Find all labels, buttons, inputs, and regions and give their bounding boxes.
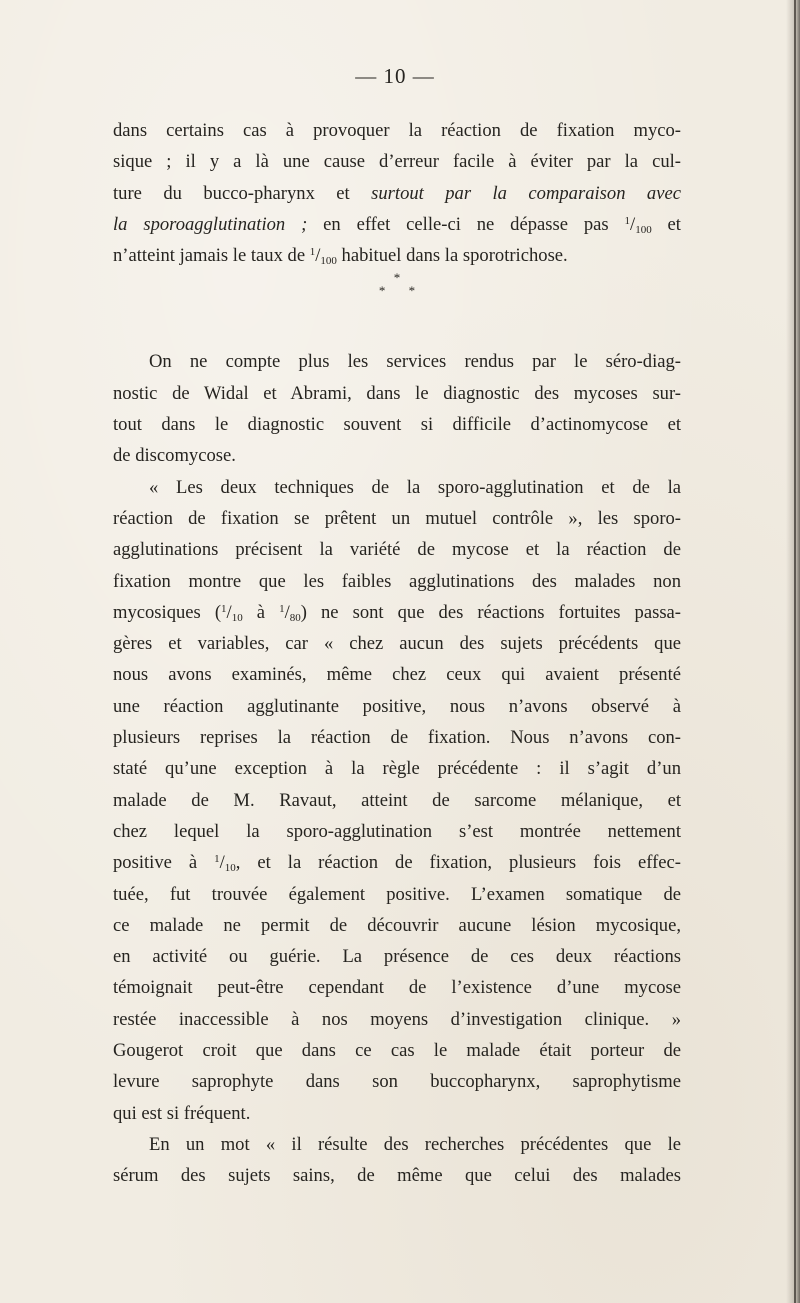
text-segment: gères et variables, car « chez aucun des sujets précédents que [113, 633, 681, 655]
text-segment: / [219, 852, 225, 874]
text-segment: nostic de Widal et Abrami, dans le diagnostic des mycoses sur- [113, 382, 681, 404]
text-segment: , et la réaction de fixation, plusieurs fois effec- [235, 852, 681, 874]
text-segment: sérum des sujets sains, de même que celui des malades [113, 1165, 681, 1187]
text-segment: sique ; il y a là une cause d’erreur facile à éviter par la cul- [113, 151, 681, 173]
text-line [113, 691, 681, 722]
paragraph-2 [113, 346, 681, 1191]
text-line [113, 628, 681, 659]
text-line [113, 1098, 681, 1129]
text-segment: Gougerot croit que dans ce cas le malade était porteur de [113, 1040, 681, 1062]
text-line [113, 1160, 681, 1191]
text-segment: fixation montre que les faibles agglutinations des malades non [113, 570, 681, 592]
text-segment: de discomycose. [113, 445, 236, 467]
fraction-denominator: 10 [231, 611, 243, 624]
text-line [113, 346, 681, 377]
text-segment: / [226, 601, 232, 623]
text-line [113, 659, 681, 690]
text-line [113, 409, 681, 440]
text-segment: tuée, fut trouvée également positive. L’examen somatique de [113, 883, 681, 905]
text-line [113, 753, 681, 784]
text-segment: ce malade ne permit de découvrir aucune lésion mycosique, [113, 914, 681, 936]
page-edge-line [794, 0, 796, 1303]
fraction-denominator: 80 [289, 611, 301, 624]
text-line [113, 178, 681, 209]
text-segment: nous avons examinés, même chez ceux qui avaient présenté [113, 664, 681, 686]
text-line [113, 503, 681, 534]
text-segment: témoignait peut-être cependant de l’existence d’une mycose [113, 977, 681, 999]
fraction-numerator: 1 [279, 602, 285, 615]
fraction-numerator: 1 [214, 853, 220, 866]
text-segment: / [630, 213, 636, 235]
text-line [113, 1129, 681, 1160]
fraction-numerator: 1 [309, 246, 316, 259]
text-line [113, 440, 681, 471]
text-segment: positive à [113, 852, 215, 874]
asterism-top-star: * [393, 270, 401, 286]
text-line [113, 816, 681, 847]
text-segment: à [242, 601, 280, 623]
text-line [113, 146, 681, 177]
text-line [113, 972, 681, 1003]
text-line [113, 847, 681, 878]
text-line [113, 910, 681, 941]
text-segment: restée inaccessible à nos moyens d’investigation clinique. » [113, 1008, 681, 1030]
text-segment: agglutinations précisent la variété de mycose et la réaction de [113, 539, 681, 561]
text-segment: en activité ou guérie. La présence de ces deux réactions [113, 946, 681, 968]
italic-text: surtout par la comparaison avec [371, 182, 681, 204]
text-line [113, 209, 681, 240]
text-segment: En un mot « il résulte des recherches précédentes que le [149, 1133, 681, 1155]
fraction-denominator: 100 [635, 223, 652, 236]
text-segment: staté qu’une exception à la règle précédente : il s’agit d’un [113, 758, 681, 780]
paragraph-1 [113, 115, 681, 271]
fraction-numerator: 1 [624, 214, 631, 227]
text-segment: / [284, 601, 290, 623]
text-segment: mycosiques ( [113, 601, 222, 623]
text-line [113, 785, 681, 816]
text-segment: dans certains cas à provoquer la réaction de fixation myco- [113, 120, 681, 141]
page-edge-shadow [786, 0, 800, 1303]
text-line [113, 1004, 681, 1035]
text-segment: une réaction agglutinante positive, nous n’avons observé à [113, 695, 681, 717]
text-segment: habituel dans la sporotrichose. [336, 245, 568, 267]
text-segment: « Les deux techniques de la sporo-agglutination et de la [149, 476, 681, 498]
fraction-denominator: 100 [320, 255, 337, 268]
page-number: — 10 — [355, 64, 435, 88]
fraction-numerator: 1 [221, 602, 227, 615]
text-segment: et [651, 213, 681, 235]
asterism-bottom-stars: * * [378, 283, 426, 299]
text-segment: ) ne sont que des réactions fortuites passa- [300, 601, 682, 623]
fraction-denominator: 10 [224, 862, 236, 875]
text-segment: On ne compte plus les services rendus par le séro-diag- [149, 351, 681, 373]
text-line [113, 378, 681, 409]
text-line [113, 566, 681, 597]
text-segment: ture du bucco-pharynx et [113, 182, 372, 204]
text-segment: plusieurs reprises la réaction de fixation. Nous n’avons con- [113, 727, 681, 749]
text-line [113, 534, 681, 565]
text-segment: réaction de fixation se prêtent un mutuel contrôle », les sporo- [113, 507, 681, 529]
text-segment: chez lequel la sporo-agglutination s’est montrée nettement [113, 820, 681, 842]
text-line [113, 472, 681, 503]
text-segment: / [315, 245, 321, 267]
text-segment: tout dans le diagnostic souvent si difficile d’actinomycose et [113, 414, 681, 436]
italic-text: la sporoagglutination ; [113, 213, 308, 235]
text-line [113, 722, 681, 753]
text-line [113, 240, 681, 271]
text-line [113, 1066, 681, 1097]
text-segment: n’atteint jamais le taux de [113, 245, 310, 267]
section-separator [113, 271, 681, 313]
text-segment: levure saprophyte dans son buccopharynx, saprophytisme [113, 1071, 681, 1093]
body-text [113, 115, 681, 1192]
text-line [113, 597, 681, 628]
text-segment: malade de M. Ravaut, atteint de sarcome mélanique, et [113, 789, 681, 811]
text-line [113, 941, 681, 972]
text-line [113, 879, 681, 910]
text-line [113, 115, 681, 146]
text-segment: qui est si fréquent. [113, 1102, 251, 1124]
text-segment: en effet celle-ci ne dépasse pas [307, 213, 625, 235]
text-line [113, 1035, 681, 1066]
asterism [113, 271, 681, 297]
